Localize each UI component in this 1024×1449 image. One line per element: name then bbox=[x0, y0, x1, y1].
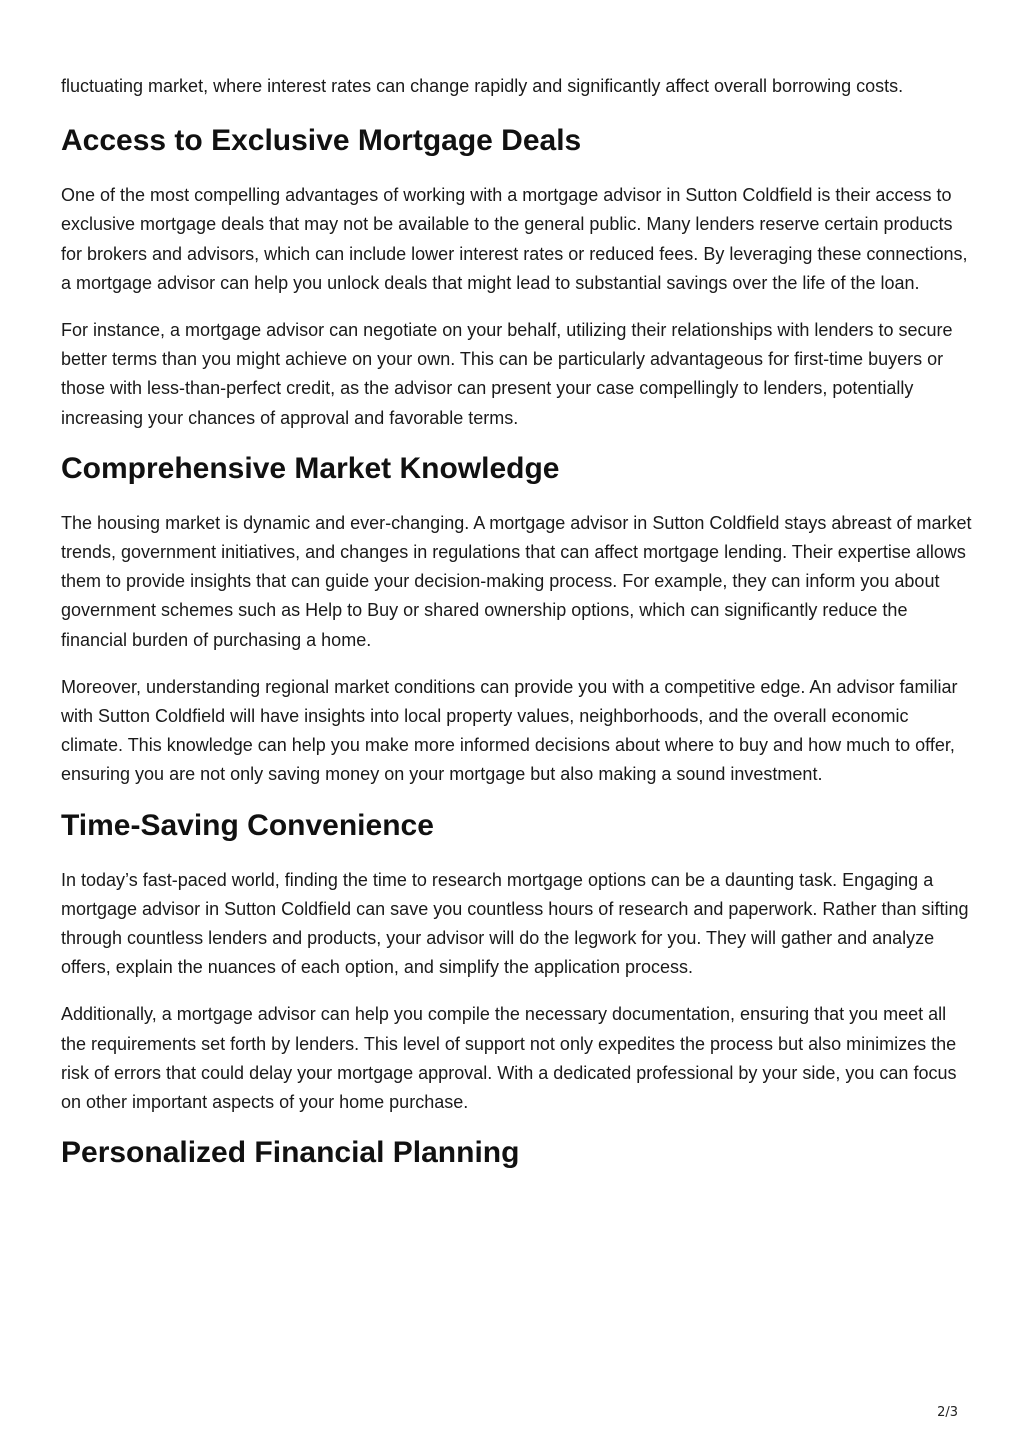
section-paragraph: Additionally, a mortgage advisor can help you compile the necessary documentation, ensuring that you meet all the requirements set forth by lenders. This level of support not only expedites the process but also minimizes the risk of errors that could delay your mortgage approval. With a dedicated professional by your side, you can focus on other important aspects of your home purchase. bbox=[61, 1004, 957, 1113]
intro-paragraph: fluctuating market, where interest rates can change rapidly and significantly affect overall borrowing costs. bbox=[61, 76, 904, 96]
section-heading-market-knowledge: Comprehensive Market Knowledge bbox=[61, 451, 560, 485]
section-heading-time-saving: Time-Saving Convenience bbox=[61, 808, 434, 842]
section-paragraph: The housing market is dynamic and ever-changing. A mortgage advisor in Sutton Coldfield stays abreast of market trends, government initiatives, and changes in regulations that can affect mortgage lending. Their expertise allows them to provide insights that can guide your decision-making process. For example, they can inform you about government schemes such as Help to Buy or shared ownership options, which can significantly reduce the financial burden of purchasing a home. bbox=[61, 512, 972, 650]
page-number: 2/3 bbox=[937, 1405, 958, 1420]
document-page bbox=[61, 72, 973, 1193]
section-heading-financial-planning: Personalized Financial Planning bbox=[61, 1136, 520, 1170]
section-paragraph: For instance, a mortgage advisor can negotiate on your behalf, utilizing their relationships with lenders to secure better terms than you might achieve on your own. This can be particularly advantageous for first-time buyers or those with less-than-perfect credit, as the advisor can present your case compellingly to lenders, potentially increasing your chances of approval and favorable terms. bbox=[61, 320, 953, 428]
section-paragraph: Moreover, understanding regional market conditions can provide you with a competitive edge. An advisor familiar with Sutton Coldfield will have insights into local property values, neighborhoods, and the overall economic climate. This knowledge can help you make more informed decisions about where to buy and how much to offer, ensuring you are not only saving money on your mortgage but also making a sound investment. bbox=[61, 676, 958, 785]
section-heading-exclusive-deals: Access to Exclusive Mortgage Deals bbox=[61, 124, 582, 158]
section-paragraph: One of the most compelling advantages of working with a mortgage advisor in Sutton Coldfield is their access to exclusive mortgage deals that may not be available to the general public. Many lenders reserve certain products for brokers and advisors, which can include lower interest rates or reduced fees. By leveraging these connections, a mortgage advisor can help you unlock deals that might lead to substantial savings over the life of the loan. bbox=[61, 185, 968, 293]
section-paragraph: In today’s fast-paced world, finding the time to research mortgage options can be a daunting task. Engaging a mortgage advisor in Sutton Coldfield can save you countless hours of research and paperwork. Rather than sifting through countless lenders and products, your advisor will do the legwork for you. They will gather and analyze offers, explain the nuances of each option, and simplify the application process. bbox=[61, 869, 969, 978]
